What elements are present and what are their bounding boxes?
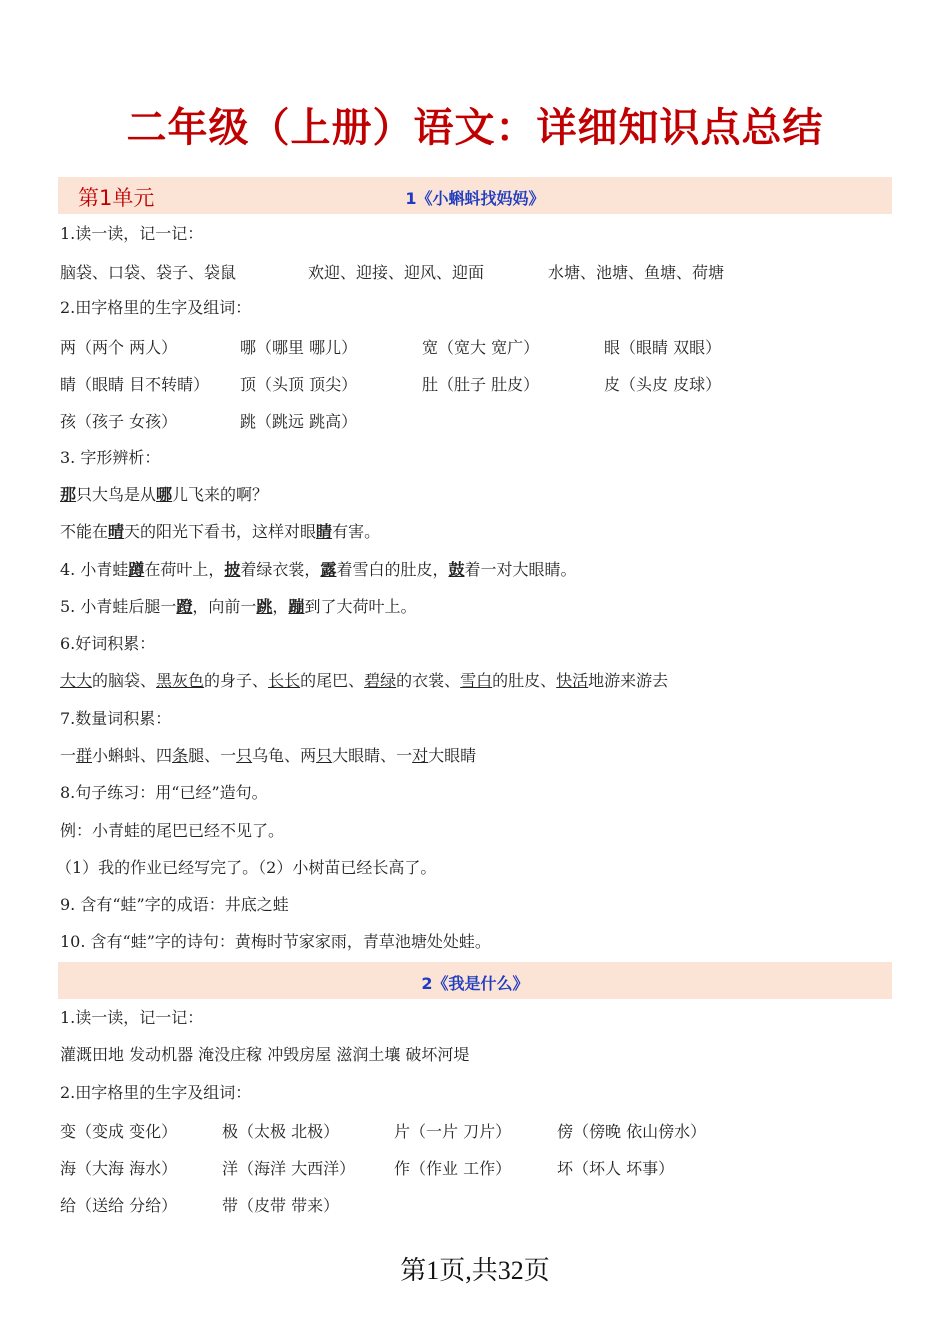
answer-sentence: （1）我的作业已经写完了。（2）小树苗已经长高了。 [56, 858, 437, 877]
sentence [60, 521, 380, 543]
text: 儿飞来的啊？ [172, 485, 269, 504]
char-entry: 两（两个 两人） [60, 338, 178, 357]
lesson-title: 1《小蝌蚪找妈妈》 [405, 189, 545, 208]
underlined-char: 鼓 [448, 560, 465, 579]
text: 地游来游去 [588, 671, 669, 690]
text: 着雪白的肚皮， [336, 560, 449, 579]
text: 着一对大眼睛。 [464, 560, 577, 579]
underlined-char: 哪 [156, 485, 173, 504]
page-title: 二年级（上册）语文：详细知识点总结 [126, 105, 824, 151]
unit-label: 第1单元 [78, 186, 155, 210]
char-entry: 洋（海洋 大西洋） [222, 1159, 356, 1178]
text: 的衣裳、 [396, 671, 461, 690]
text: 的身子、 [204, 671, 269, 690]
underlined-word: 群 [76, 746, 93, 765]
sentence [60, 559, 576, 581]
char-entry: 宽（宽大 宽广） [422, 338, 540, 357]
char-entry: 极（太极 北极） [222, 1122, 340, 1141]
underlined-word: 快活 [556, 671, 589, 690]
word-group: 水塘、池塘、鱼塘、荷塘 [548, 263, 725, 282]
text: 大眼睛 [428, 746, 477, 765]
text: 有害。 [332, 522, 381, 541]
section-heading: 7.数量词积累： [60, 709, 172, 728]
char-entry: 睛（眼睛 目不转睛） [60, 375, 210, 394]
underlined-word: 长长 [268, 671, 301, 690]
section-heading: 1.读一读，记一记： [60, 224, 204, 243]
text: 在荷叶上， [144, 560, 225, 579]
section-heading: 8.句子练习：用“已经”造句。 [60, 783, 268, 802]
char-entry: 给（送给 分给） [60, 1196, 178, 1215]
text: 腿、一 [188, 746, 237, 765]
unit-header-bar [58, 177, 892, 214]
char-entry: 傍（傍晚 依山傍水） [557, 1122, 707, 1141]
underlined-char: 睛 [316, 522, 333, 541]
char-entry: 海（大海 海水） [60, 1159, 178, 1178]
underlined-char: 蹬 [176, 597, 193, 616]
section-heading: 2.田字格里的生字及组词： [60, 1083, 252, 1102]
char-entry: 皮（头皮 皮球） [604, 375, 722, 394]
sentence [60, 670, 668, 692]
underlined-char: 跳 [256, 597, 273, 616]
lesson-title: 2《我是什么》 [421, 974, 529, 993]
char-entry: 哪（哪里 哪儿） [240, 338, 358, 357]
section-heading: 1.读一读，记一记： [60, 1008, 204, 1027]
underlined-word: 黑灰色 [156, 671, 205, 690]
text: 小蝌蚪、四 [92, 746, 173, 765]
underlined-char: 那 [60, 485, 77, 504]
underlined-word: 雪白 [460, 671, 493, 690]
idiom-line: 9. 含有“蛙”字的成语：井底之蛙 [60, 895, 289, 914]
lesson-header-bar [58, 962, 892, 999]
sentence [60, 596, 416, 618]
text: 到了大荷叶上。 [304, 597, 417, 616]
section-heading: 2.田字格里的生字及组词： [60, 298, 252, 317]
char-entry: 肚（肚子 肚皮） [422, 375, 540, 394]
page-footer: 第1页,共32页 [400, 1256, 550, 1285]
text: 的肚皮、 [492, 671, 557, 690]
char-entry: 跳（跳远 跳高） [240, 412, 358, 431]
text: 天的阳光下看书，这样对眼 [124, 522, 317, 541]
underlined-word: 碧绿 [364, 671, 397, 690]
underlined-word: 大大 [60, 671, 93, 690]
example-sentence: 例：小青蛙的尾巴已经不见了。 [60, 821, 285, 840]
text: 大眼睛、一 [332, 746, 413, 765]
char-entry: 孩（孩子 女孩） [60, 412, 178, 431]
char-entry: 作（作业 工作） [394, 1159, 512, 1178]
char-entry: 顶（头顶 顶尖） [240, 375, 358, 394]
underlined-char: 露 [320, 560, 337, 579]
section-heading: 3. 字形辨析： [60, 448, 161, 467]
underlined-char: 蹦 [288, 597, 305, 616]
text: 只大鸟是从 [76, 485, 157, 504]
text: ，向前一 [192, 597, 257, 616]
text: 乌龟、两 [252, 746, 317, 765]
char-entry: 眼（眼睛 双眼） [604, 338, 722, 357]
char-entry: 片（一片 刀片） [394, 1122, 512, 1141]
section-heading: 6.好词积累： [60, 634, 156, 653]
underlined-word: 只 [236, 746, 253, 765]
underlined-word: 条 [172, 746, 189, 765]
word-group: 欢迎、迎接、迎风、迎面 [308, 263, 485, 282]
word-group: 脑袋、口袋、袋子、袋鼠 [60, 263, 237, 282]
sentence [60, 484, 268, 506]
text: 一 [60, 746, 77, 765]
char-entry: 带（皮带 带来） [222, 1196, 340, 1215]
text: 5. 小青蛙后腿一 [60, 597, 177, 616]
underlined-word: 只 [316, 746, 333, 765]
char-entry: 变（变成 变化） [60, 1122, 178, 1141]
underlined-word: 对 [412, 746, 429, 765]
text: 的脑袋、 [92, 671, 157, 690]
word-group: 灌溉田地 发动机器 淹没庄稼 冲毁房屋 滋润土壤 破坏河堤 [60, 1045, 470, 1064]
underlined-char: 晴 [108, 522, 125, 541]
text: 不能在 [60, 522, 109, 541]
sentence [60, 745, 476, 767]
char-entry: 坏（坏人 坏事） [557, 1159, 675, 1178]
poem-line: 10. 含有“蛙”字的诗句：黄梅时节家家雨，青草池塘处处蛙。 [60, 932, 491, 951]
text: 的尾巴、 [300, 671, 365, 690]
text: 着绿衣裳， [240, 560, 321, 579]
underlined-char: 披 [224, 560, 241, 579]
text: ， [272, 597, 289, 616]
underlined-char: 蹲 [128, 560, 145, 579]
text: 4. 小青蛙 [60, 560, 129, 579]
